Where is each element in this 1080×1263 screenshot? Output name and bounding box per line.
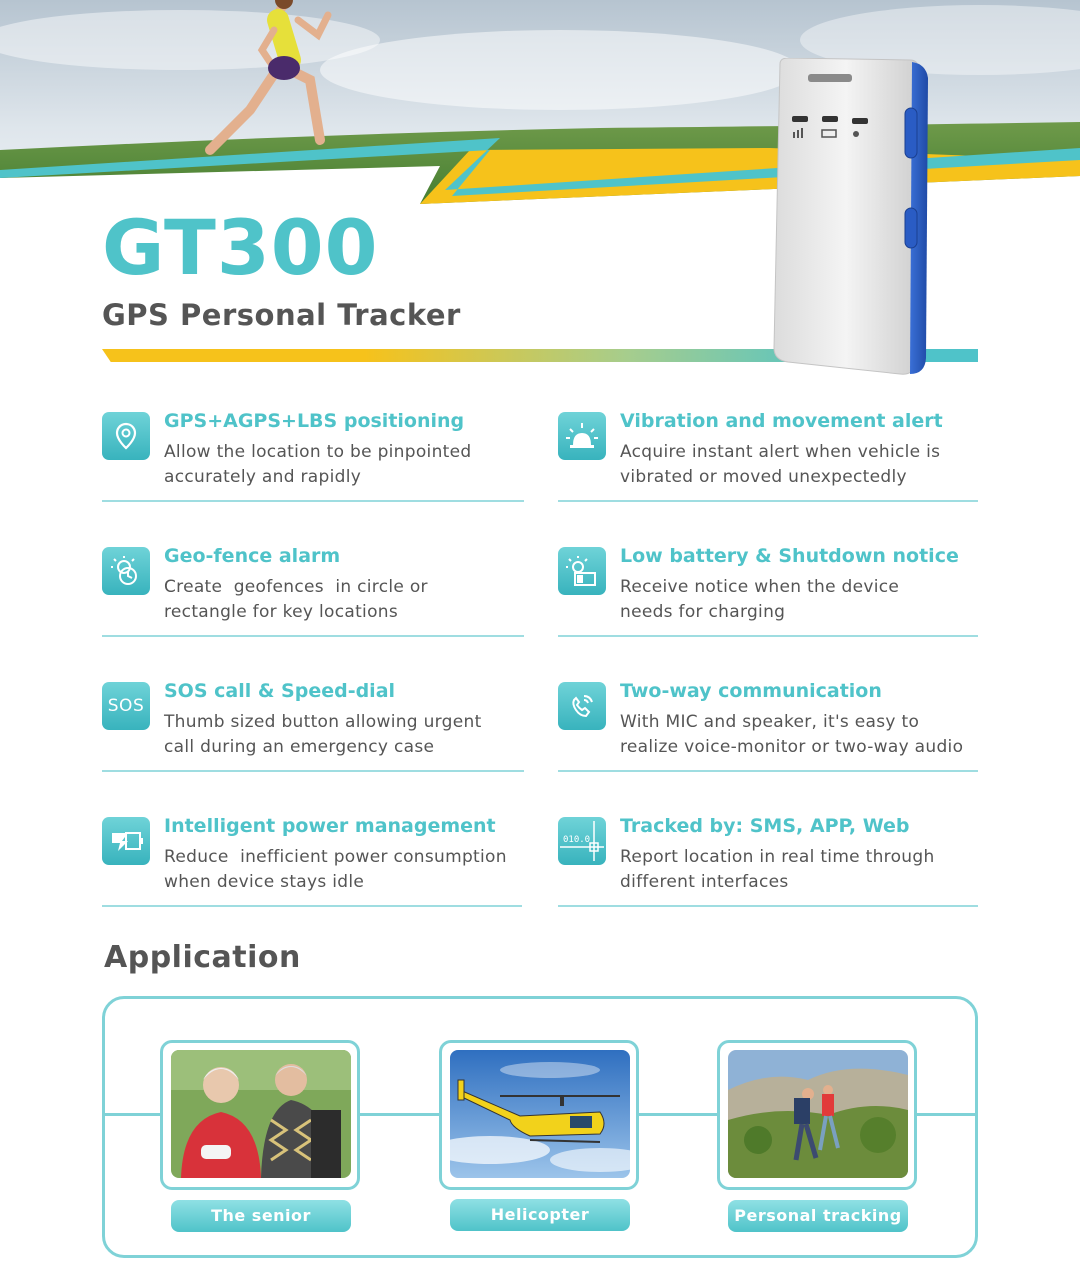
feature-divider — [558, 500, 978, 502]
feature-title: Two-way communication — [620, 680, 882, 702]
feature-description: Reduce inefficient power consumption when device stays idle — [164, 847, 507, 892]
feature-gps-positioning — [102, 412, 532, 522]
feature-title: Vibration and movement alert — [620, 410, 943, 432]
feature-description: With MIC and speaker, it's easy to realize voice-monitor or two-way audio — [620, 712, 964, 757]
feature-description: Thumb sized button allowing urgent call during an emergency case — [164, 712, 482, 757]
gt300-device-image — [770, 58, 932, 376]
feature-vibration-alert — [558, 412, 988, 522]
senior-couple-golf-photo — [171, 1050, 351, 1178]
feature-divider — [102, 635, 524, 637]
power-battery-icon — [102, 817, 150, 865]
feature-tracked-by — [558, 817, 988, 927]
feature-low-battery — [558, 547, 988, 657]
runner-figure — [200, 0, 350, 160]
feature-description: Report location in real time through different interfaces — [620, 847, 935, 892]
feature-divider — [102, 905, 522, 907]
sos-icon: SOS — [102, 682, 150, 730]
application-label-helicopter: Helicopter — [450, 1199, 630, 1231]
location-pin-icon — [102, 412, 150, 460]
feature-title: Low battery & Shutdown notice — [620, 545, 959, 567]
title-block — [102, 203, 461, 332]
alarm-siren-icon — [558, 412, 606, 460]
feature-divider — [558, 905, 978, 907]
feature-description: Create geofences in circle or rectangle for key locations — [164, 577, 428, 622]
application-heading: Application — [104, 940, 301, 975]
application-label-personal-tracking: Personal tracking — [728, 1200, 908, 1232]
feature-title: Geo-fence alarm — [164, 545, 341, 567]
feature-description: Allow the location to be pinpointed accurately and rapidly — [164, 442, 472, 487]
hiker-photo — [728, 1050, 908, 1178]
feature-title: SOS call & Speed-dial — [164, 680, 396, 702]
product-subtitle: GPS Personal Tracker — [102, 298, 461, 332]
feature-description: Receive notice when the device needs for charging — [620, 577, 900, 622]
phone-call-icon — [558, 682, 606, 730]
helicopter-photo — [450, 1050, 630, 1178]
feature-divider — [102, 770, 524, 772]
feature-sos-call — [102, 682, 532, 792]
feature-title: Tracked by: SMS, APP, Web — [620, 815, 910, 837]
feature-power-management — [102, 817, 532, 927]
application-label-senior: The senior — [171, 1200, 351, 1232]
feature-title: Intelligent power management — [164, 815, 496, 837]
feature-divider — [558, 635, 978, 637]
feature-two-way-communication — [558, 682, 988, 792]
low-battery-icon — [558, 547, 606, 595]
feature-description: Acquire instant alert when vehicle is vibrated or moved unexpectedly — [620, 442, 941, 487]
feature-divider — [558, 770, 978, 772]
feature-divider — [102, 500, 524, 502]
binary-data-icon: 010.0 — [558, 817, 606, 865]
feature-title: GPS+AGPS+LBS positioning — [164, 410, 465, 432]
geofence-icon — [102, 547, 150, 595]
product-model: GT300 — [102, 203, 379, 292]
feature-geofence-alarm — [102, 547, 532, 657]
